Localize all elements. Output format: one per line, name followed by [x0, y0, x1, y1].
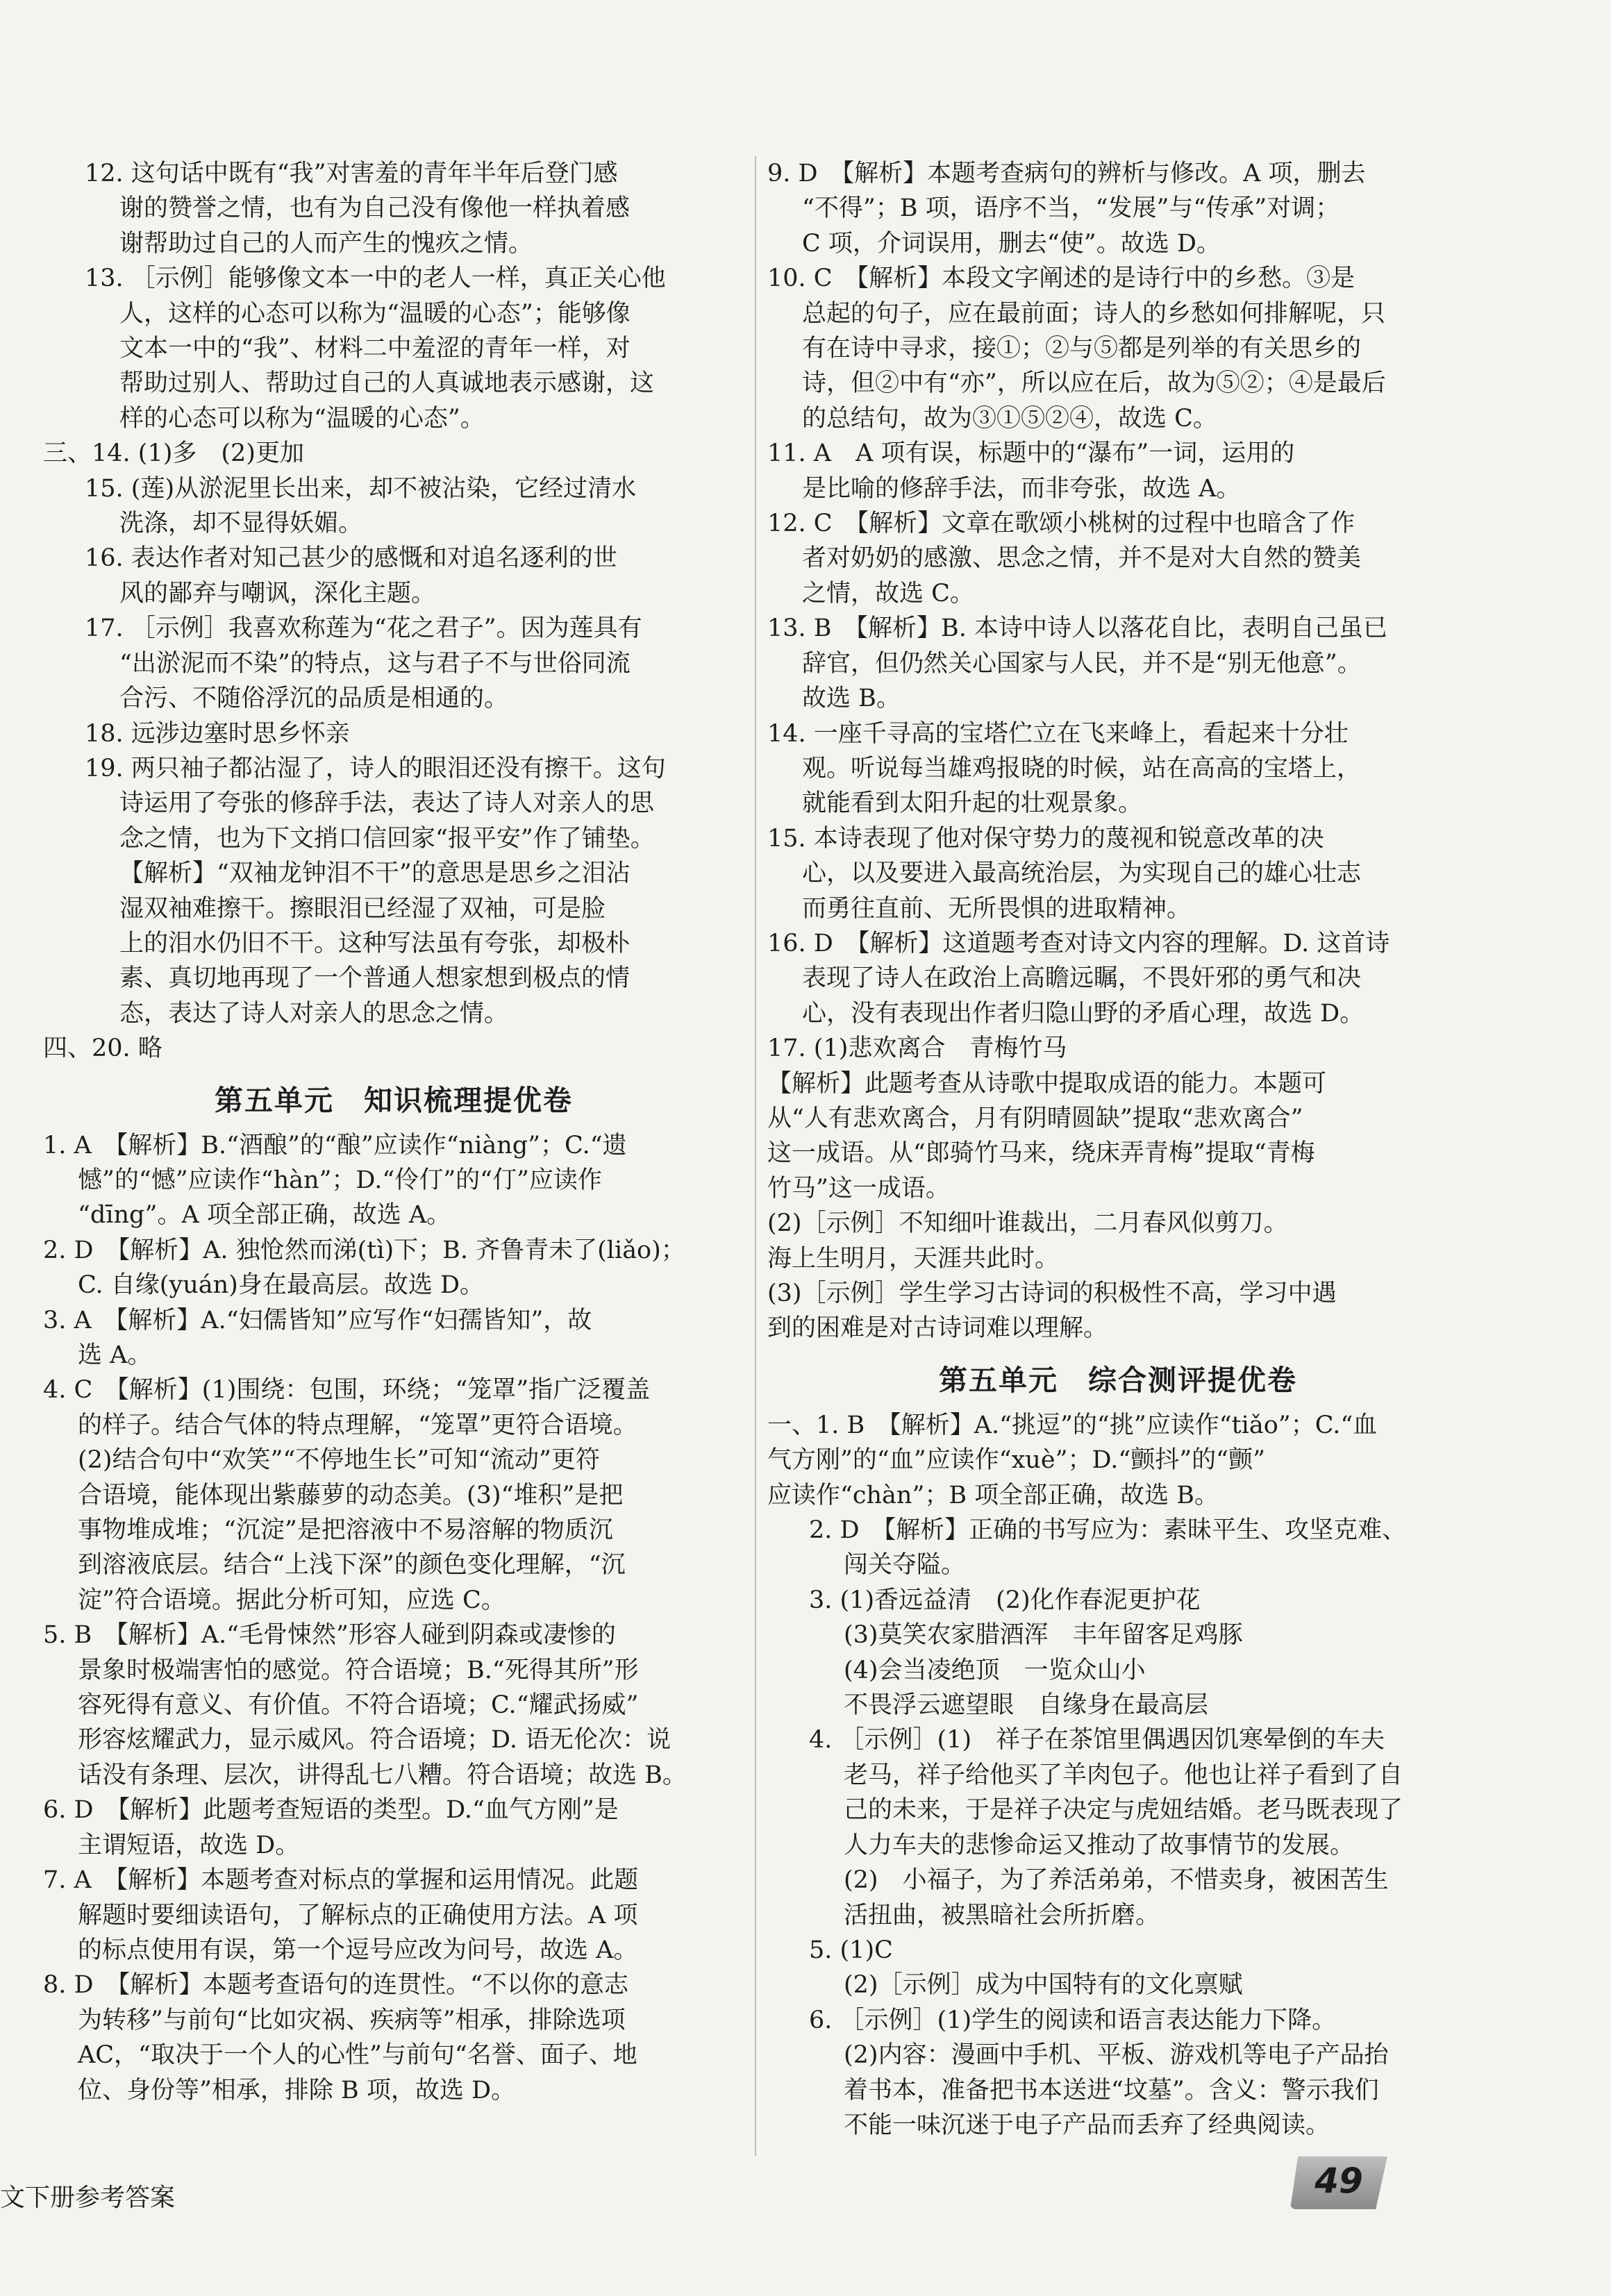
answer-item: 14. 一座千寻高的宝塔伫立在飞来峰上，看起来十分壮 观。听说每当雄鸡报晓的时候，站在高高的宝塔上， 就能看到太阳升起的壮观景象。: [767, 719, 1362, 818]
column-divider: [755, 156, 756, 2156]
answer-item: 4. C 【解析】(1)围绕：包围，环绕；“笼罩”指广泛覆盖 的样子。结合气体的特点理解，“笼罩”更符合语境。 (2)结合句中“欢笑”“不停地生长”可知“流动”更符 合语境，能体现出紫藤萝的动态美。(3)“堆积”是把 事物堆成堆；“沉淀”是把溶液中不易溶解的物质沉 到溶液底层。结合“上浅下深”的颜色变化理解，“沉 淀”符合语境。据此分析可知，应选 C。: [43, 1376, 651, 1614]
answer-item: 5. B 【解析】A.“毛骨悚然”形容人碰到阴森或凄惨的 景象时极端害怕的感觉。符合语境；B.“死得其所”形 容死得有意义、有价值。不符合语境；C.“耀武扬威” 形容炫耀武力，显示威风。符合语境；D. 语无伦次：说 话没有条理、层次，讲得乱七八糟。符合语境；故选 B。: [43, 1621, 687, 1789]
section-heading: 第五单元 综合测评提优卷: [939, 1363, 1297, 1397]
answer-item: 6. ［示例］(1)学生的阅读和语言表达能力下降。 (2)内容：漫画中手机、平板、游戏机等电子产品抬 着书本，准备把书本送进“坟墓”。含义：警示我们 不能一味沉迷于电子产品而丢弃了经典阅读。: [809, 2006, 1389, 2139]
answer-item: 18. 远涉边塞时思乡怀亲: [85, 719, 350, 748]
answer-item: 13. B 【解析】B. 本诗中诗人以落花自比，表明自己虽已 辞官，但仍然关心国家与人民，并不是“别无他意”。 故选 B。: [767, 614, 1387, 713]
left-column: [43, 156, 744, 2108]
answer-item: (2)［示例］不知细叶谁裁出，二月春风似剪刀。 海上生明月，天涯共此时。: [767, 1209, 1288, 1273]
answer-item: 15. 本诗表现了他对保守势力的蔑视和锐意改革的决 心，以及要进入最高统治层，为实现自己的雄心壮志 而勇往直前、无所畏惧的进取精神。: [767, 824, 1362, 923]
answer-item: 【解析】“双袖龙钟泪不干”的意思是思乡之泪沾 湿双袖难擦干。擦眼泪已经湿了双袖，可是脸 上的泪水仍旧不干。这种写法虽有夸张，却极朴 素、真切地再现了一个普通人想家想到极点的情 态，表达了诗人对亲人的思念之情。: [119, 860, 631, 1028]
answer-item: 17. (1)悲欢离合 青梅竹马: [767, 1034, 1067, 1063]
answer-item: 四、20. 略: [43, 1034, 162, 1063]
answer-item: 3. (1)香远益清 (2)化作春泥更护花 (3)莫笑农家腊酒浑 丰年留客足鸡豚 (4)会当凌绝顶 一览众山小 不畏浮云遮望眼 自缘身在最高层: [809, 1586, 1243, 1720]
answer-item: 16. 表达作者对知己甚少的感慨和对追名逐利的世 风的鄙弃与嘲讽，深化主题。: [85, 544, 617, 607]
answer-item: 2. D 【解析】A. 独怆然而涕(tì)下；B. 齐鲁青未了(liǎo)； C. 自缘(yuán)身在最高层。故选 D。: [43, 1236, 685, 1300]
answer-item: 12. 这句话中既有“我”对害羞的青年半年后登门感 谢的赞誉之情，也有为自己没有像他一样执着感 谢帮助过自己的人而产生的愧疚之情。: [85, 160, 631, 258]
answer-item: 4. ［示例］(1) 祥子在茶馆里偶遇因饥寒晕倒的车夫 老马，祥子给他买了羊肉包子。他也让祥子看到了自 己的未来，于是祥子决定与虎妞结婚。老马既表现了 人力车夫的悲惨命运又推动了故事情节的发展。 (2) 小福子，为了养活弟弟，不惜卖身，被困苦生 活扭曲，被黑暗社会所折磨。: [809, 1726, 1403, 1929]
answer-item: 9. D 【解析】本题考查病句的辨析与修改。A 项，删去 “不得”；B 项，语序不当，“发展”与“传承”对调； C 项，介词误用，删去“使”。故选 D。: [767, 160, 1366, 258]
answer-item: 7. A 【解析】本题考查对标点的掌握和运用情况。此题 解题时要细读语句，了解标点的正确使用方法。A 项 的标点使用有误，第一个逗号应改为问号，故选 A。: [43, 1866, 639, 1964]
answer-item: 13. ［示例］能够像文本一中的老人一样，真正关心他 人，这样的心态可以称为“温暖的心态”；能够像 文本一中的“我”、材料二中羞涩的青年一样，对 帮助过别人、帮助过自己的人真诚地表示感谢，这 样的心态可以称为“温暖的心态”。: [85, 265, 666, 433]
answer-item: 【解析】此题考查从诗歌中提取成语的能力。本题可 从“人有悲欢离合，月有阴晴圆缺”提取“悲欢离合” 这一成语。从“郎骑竹马来，绕床弄青梅”提取“青梅 竹马”这一成语。: [767, 1069, 1327, 1203]
answer-item: 一、1. B 【解析】A.“挑逗”的“挑”应读作“tiǎo”；C.“血 气方刚”的“血”应读作“xuè”；D.“颤抖”的“颤” 应读作“chàn”；B 项全部正确，故选 B。: [767, 1411, 1378, 1509]
answer-item: 16. D 【解析】这道题考查对诗文内容的理解。D. 这首诗 表现了诗人在政治上高瞻远瞩，不畏奸邪的勇气和决 心，没有表现出作者归隐山野的矛盾心理，故选 D。: [767, 929, 1390, 1028]
answer-item: 17. ［示例］我喜欢称莲为“花之君子”。因为莲具有 “出淤泥而不染”的特点，这与君子不与世俗同流 合污、不随俗浮沉的品质是相通的。: [85, 614, 642, 713]
page-number: 49: [1314, 2161, 1363, 2201]
answer-item: 1. A 【解析】B.“酒酿”的“酿”应读作“niàng”；C.“遗 憾”的“憾”应读作“hàn”；D.“伶仃”的“仃”应读作 “dīng”。A 项全部正确，故选 A。: [43, 1131, 627, 1230]
answer-item: (3)［示例］学生学习古诗词的积极性不高，学习中遇 到的困难是对古诗词难以理解。: [767, 1280, 1337, 1343]
right-column: [767, 156, 1469, 2143]
answer-item: 15. (莲)从淤泥里长出来，却不被沾染，它经过清水 洗涤，却不显得妖媚。: [85, 474, 637, 538]
answer-item: 2. D 【解析】正确的书写应为：素昧平生、攻坚克难、 闯关夺隘。: [809, 1516, 1407, 1579]
answer-item: 19. 两只袖子都沾湿了，诗人的眼泪还没有擦干。这句 诗运用了夸张的修辞手法，表达了诗人对亲人的思 念之情，也为下文捎口信回家“报平安”作了铺垫。: [85, 754, 666, 853]
answer-item: 三、14. (1)多 (2)更加: [43, 439, 304, 468]
answer-item: 8. D 【解析】本题考查语句的连贯性。“不以你的意志 为转移”与前句“比如灾祸、疾病等”相承，排除选项 AC，“取决于一个人的心性”与前句“名誉、面子、地 位、身份等”相承，排除 B 项，故选 D。: [43, 1971, 637, 2104]
answer-item: 6. D 【解析】此题考查短语的类型。D.“血气方刚”是 主谓短语，故选 D。: [43, 1796, 619, 1859]
footer-title: 文下册参考答案: [0, 2184, 176, 2212]
answer-item: 12. C 【解析】文章在歌颂小桃树的过程中也暗含了作 者对奶奶的感激、思念之情，并不是对大自然的赞美 之情，故选 C。: [767, 510, 1362, 607]
section-heading: 第五单元 知识梳理提优卷: [215, 1083, 573, 1117]
answer-item: 11. A A 项有误，标题中的“瀑布”一词，运用的 是比喻的修辞手法，而非夸张，故选 A。: [767, 439, 1295, 503]
answer-item: 5. (1)C (2)［示例］成为中国特有的文化禀赋: [809, 1936, 1243, 2000]
answer-item: 10. C 【解析】本段文字阐述的是诗行中的乡愁。③是 总起的句子，应在最前面；诗人的乡愁如何排解呢，只 有在诗中寻求，接①；②与⑤都是列举的有关思乡的 诗，但②中有“亦”，所以应在后，故为⑤②；④是最后 的总结句，故为③①⑤②④，故选 C。: [767, 265, 1386, 433]
answer-item: 3. A 【解析】A.“妇儒皆知”应写作“妇孺皆知”，故 选 A。: [43, 1306, 592, 1369]
